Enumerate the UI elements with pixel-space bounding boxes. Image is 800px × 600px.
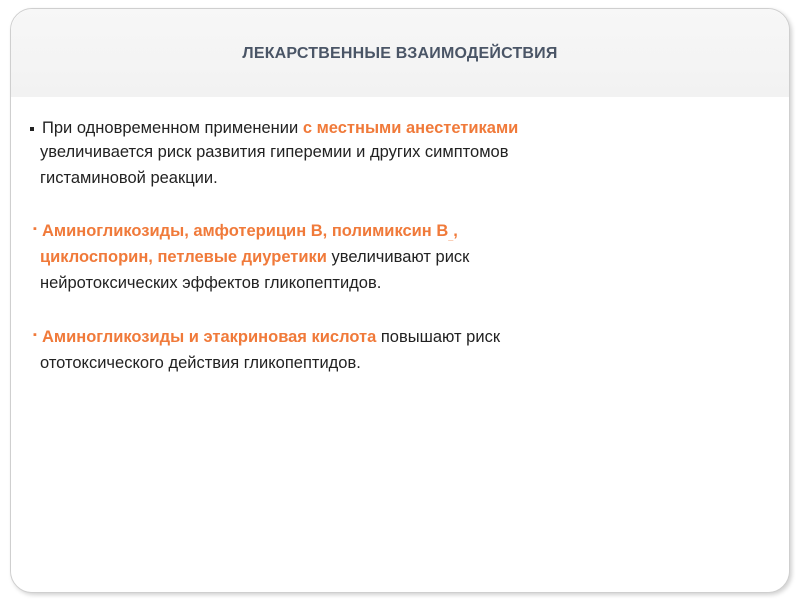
item-1-text: При одновременном применении xyxy=(42,119,303,137)
item-3-highlight: Аминогликозиды и этакриновая кислота xyxy=(42,328,377,346)
item-2-line-2 xyxy=(40,247,469,267)
item-2-line-1 xyxy=(42,221,458,247)
orange-bullet-icon: ▪ xyxy=(33,223,37,235)
item-2-highlight-2: циклоспорин, петлевые диуретики xyxy=(40,248,327,266)
item-2-text-2: увеличивают риск xyxy=(326,248,470,266)
item-2-line-3: нейротоксических эффектов гликопептидов. xyxy=(40,274,382,292)
slide-title: ЛЕКАРСТВЕННЫЕ ВЗАИМОДЕЙСТВИЯ xyxy=(242,45,558,62)
square-bullet-icon xyxy=(30,127,34,131)
slide xyxy=(10,8,790,593)
item-2-subscript: _ xyxy=(448,232,454,242)
item-3-line-2: ототоксического действия гликопептидов. xyxy=(40,354,361,372)
item-1-line-1 xyxy=(30,118,518,138)
item-3-line-1 xyxy=(42,327,500,347)
orange-bullet-icon: ▪ xyxy=(33,329,37,341)
item-1-highlight: с местными анестетиками xyxy=(302,119,519,137)
item-1-line-3: гистаминовой реакции. xyxy=(40,169,218,187)
item-2-highlight-1: Аминогликозиды, амфотерицин B, полимиксин B xyxy=(42,222,449,240)
item-3-text-1: повышают риск xyxy=(376,328,501,346)
item-1-line-2: увеличивается риск развития гиперемии и других симптомов xyxy=(40,143,509,161)
item-2-comma: , xyxy=(453,222,458,240)
